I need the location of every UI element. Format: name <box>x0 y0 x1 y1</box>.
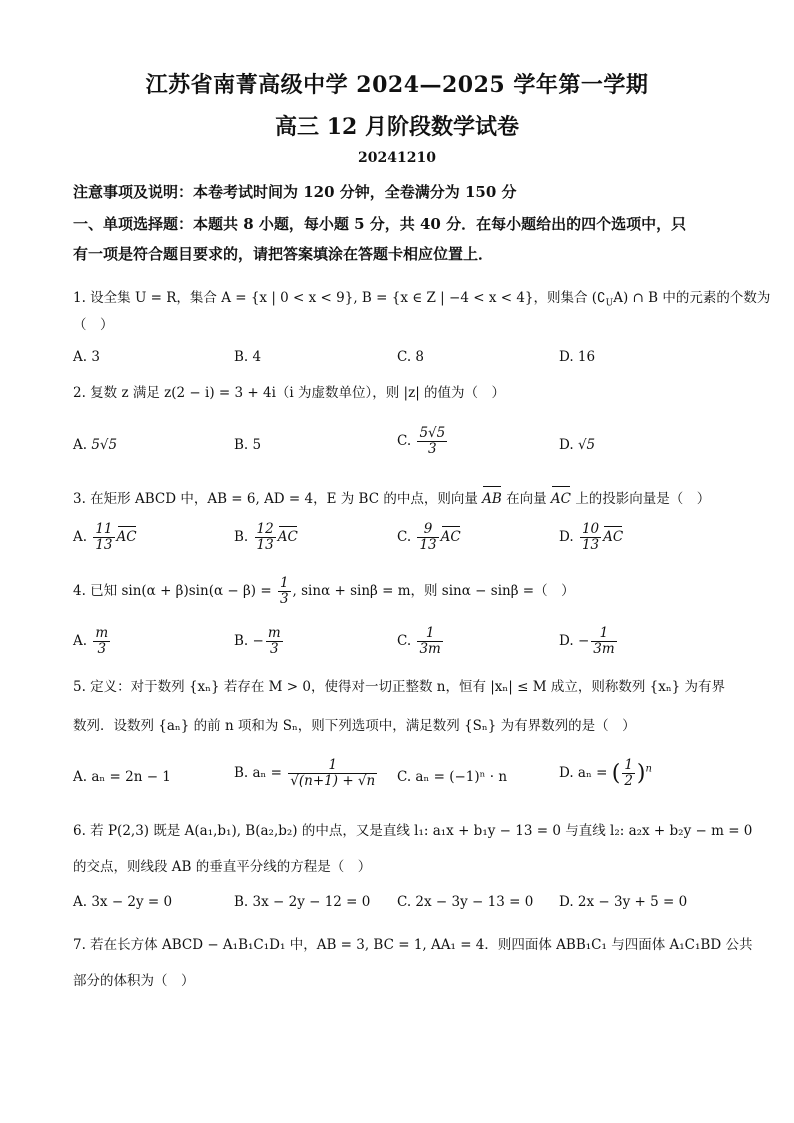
exam-title-line1: 江苏省南菁高级中学 2024—2025 学年第一学期 <box>145 72 649 98</box>
question-7-stem-line2: 部分的体积为（ ） <box>73 973 195 989</box>
question-2-option-a: A. 5√5 <box>73 437 118 453</box>
question-4-option-b: B. − $\frac{m}{3}$ <box>234 625 281 657</box>
question-6-option-a: A. 3x − 2y = 0 <box>73 894 173 910</box>
question-5-stem-line1: 5. 定义：对于数列 {xₙ} 若存在 M > 0，使得对一切正整数 n，恒有 |xₙ| ≤ M 成立，则称数列 {xₙ} 为有界 <box>73 679 726 695</box>
vector-ac: AC <box>550 491 572 507</box>
question-5-option-d: D. aₙ = ( $\frac{1}{2}$ )$^n$ <box>559 757 652 789</box>
question-1-option-b: B. 4 <box>234 349 262 365</box>
question-1-option-a: A. 3 <box>73 349 100 365</box>
fraction: $\frac{5√5}{3}$ <box>419 425 446 457</box>
question-4-option-c: C. $\frac{1}{3m}$ <box>397 625 441 657</box>
question-7-stem-line1: 7. 若在长方体 ABCD − A₁B₁C₁D₁ 中，AB = 3, BC = 1, AA₁ = 4．则四面体 ABB₁C₁ 与四面体 A₁C₁BD 公共 <box>73 937 753 953</box>
question-1-stem: 1. 设全集 U = R，集合 A = {x | 0 < x < 9}, B = {x ∈ Z | −4 < x < 4}，则集合 $(∁_UA)$ ∩ B 中的元素的个数为 <box>73 290 771 309</box>
question-5-option-a: A. aₙ = 2n − 1 <box>73 769 171 785</box>
question-1-option-c: C. 8 <box>397 349 425 365</box>
question-6-option-b: B. 3x − 2y − 12 = 0 <box>234 894 371 910</box>
question-2-option-c: C. $\frac{5√5}{3}$ <box>397 425 446 457</box>
question-1-option-d: D. 16 <box>559 349 596 365</box>
question-5-stem-line2: 数列．设数列 {aₙ} 的前 n 项和为 Sₙ，则下列选项中，满足数列 {Sₙ} 为有界数列的是（ ） <box>73 718 636 734</box>
question-3-option-a: A. $\frac{11}{13}$ AC <box>73 521 137 553</box>
exam-date: 20241210 <box>358 150 436 166</box>
question-2-stem: 2. 复数 z 满足 z(2 − i) = 3 + 4i（i 为虚数单位），则 |z| 的值为（ ） <box>73 385 506 401</box>
section1-heading-line2: 有一项是符合题目要求的，请把答案填涂在答题卡相应位置上． <box>73 245 494 263</box>
question-3-stem: 3. 在矩形 ABCD 中，AB = 6, AD = 4，E 为 BC 的中点，则向量 AB 在向量 AC 上的投影向量是（ ） <box>73 491 711 507</box>
question-6-stem-line1: 6. 若 P(2,3) 既是 A(a₁,b₁), B(a₂,b₂) 的中点，又是直线 l₁: a₁x + b₁y − 13 = 0 与直线 l₂: a₂x + b₂y − m = 0 <box>73 823 753 839</box>
question-5-option-b: B. aₙ = $\frac{1}{√(n+1) + √n}$ <box>234 757 376 789</box>
question-6-option-d: D. 2x − 3y + 5 = 0 <box>559 894 688 910</box>
exam-notice: 注意事项及说明：本卷考试时间为 120 分钟，全卷满分为 150 分 <box>73 183 517 201</box>
question-3-option-c: C. $\frac{9}{13}$ AC <box>397 521 461 553</box>
question-5-option-c: C. aₙ = (−1)ⁿ · n <box>397 769 508 785</box>
question-6-option-c: C. 2x − 3y − 13 = 0 <box>397 894 534 910</box>
question-4-option-d: D. − $\frac{1}{3m}$ <box>559 625 615 657</box>
question-3-option-b: B. $\frac{12}{13}$ AC <box>234 521 298 553</box>
question-3-option-d: D. $\frac{10}{13}$ AC <box>559 521 624 553</box>
question-2-option-b: B. 5 <box>234 437 262 453</box>
vector-ab: AB <box>482 491 502 507</box>
question-4-option-a: A. $\frac{m}{3}$ <box>73 625 109 657</box>
question-1-paren: （ ） <box>73 317 114 333</box>
section1-heading-line1: 一、单项选择题：本题共 8 小题，每小题 5 分，共 40 分．在每小题给出的四个选项中，只 <box>73 215 687 233</box>
exam-title-line2: 高三 12 月阶段数学试卷 <box>275 114 519 140</box>
question-6-stem-line2: 的交点，则线段 AB 的垂直平分线的方程是（ ） <box>73 859 372 875</box>
question-4-stem: 4. 已知 sin(α + β)sin(α − β) = $\frac{1}{3}$ , sinα + sinβ = m，则 sinα − sinβ =（ ） <box>73 575 575 607</box>
question-2-option-d: D. √5 <box>559 437 596 453</box>
